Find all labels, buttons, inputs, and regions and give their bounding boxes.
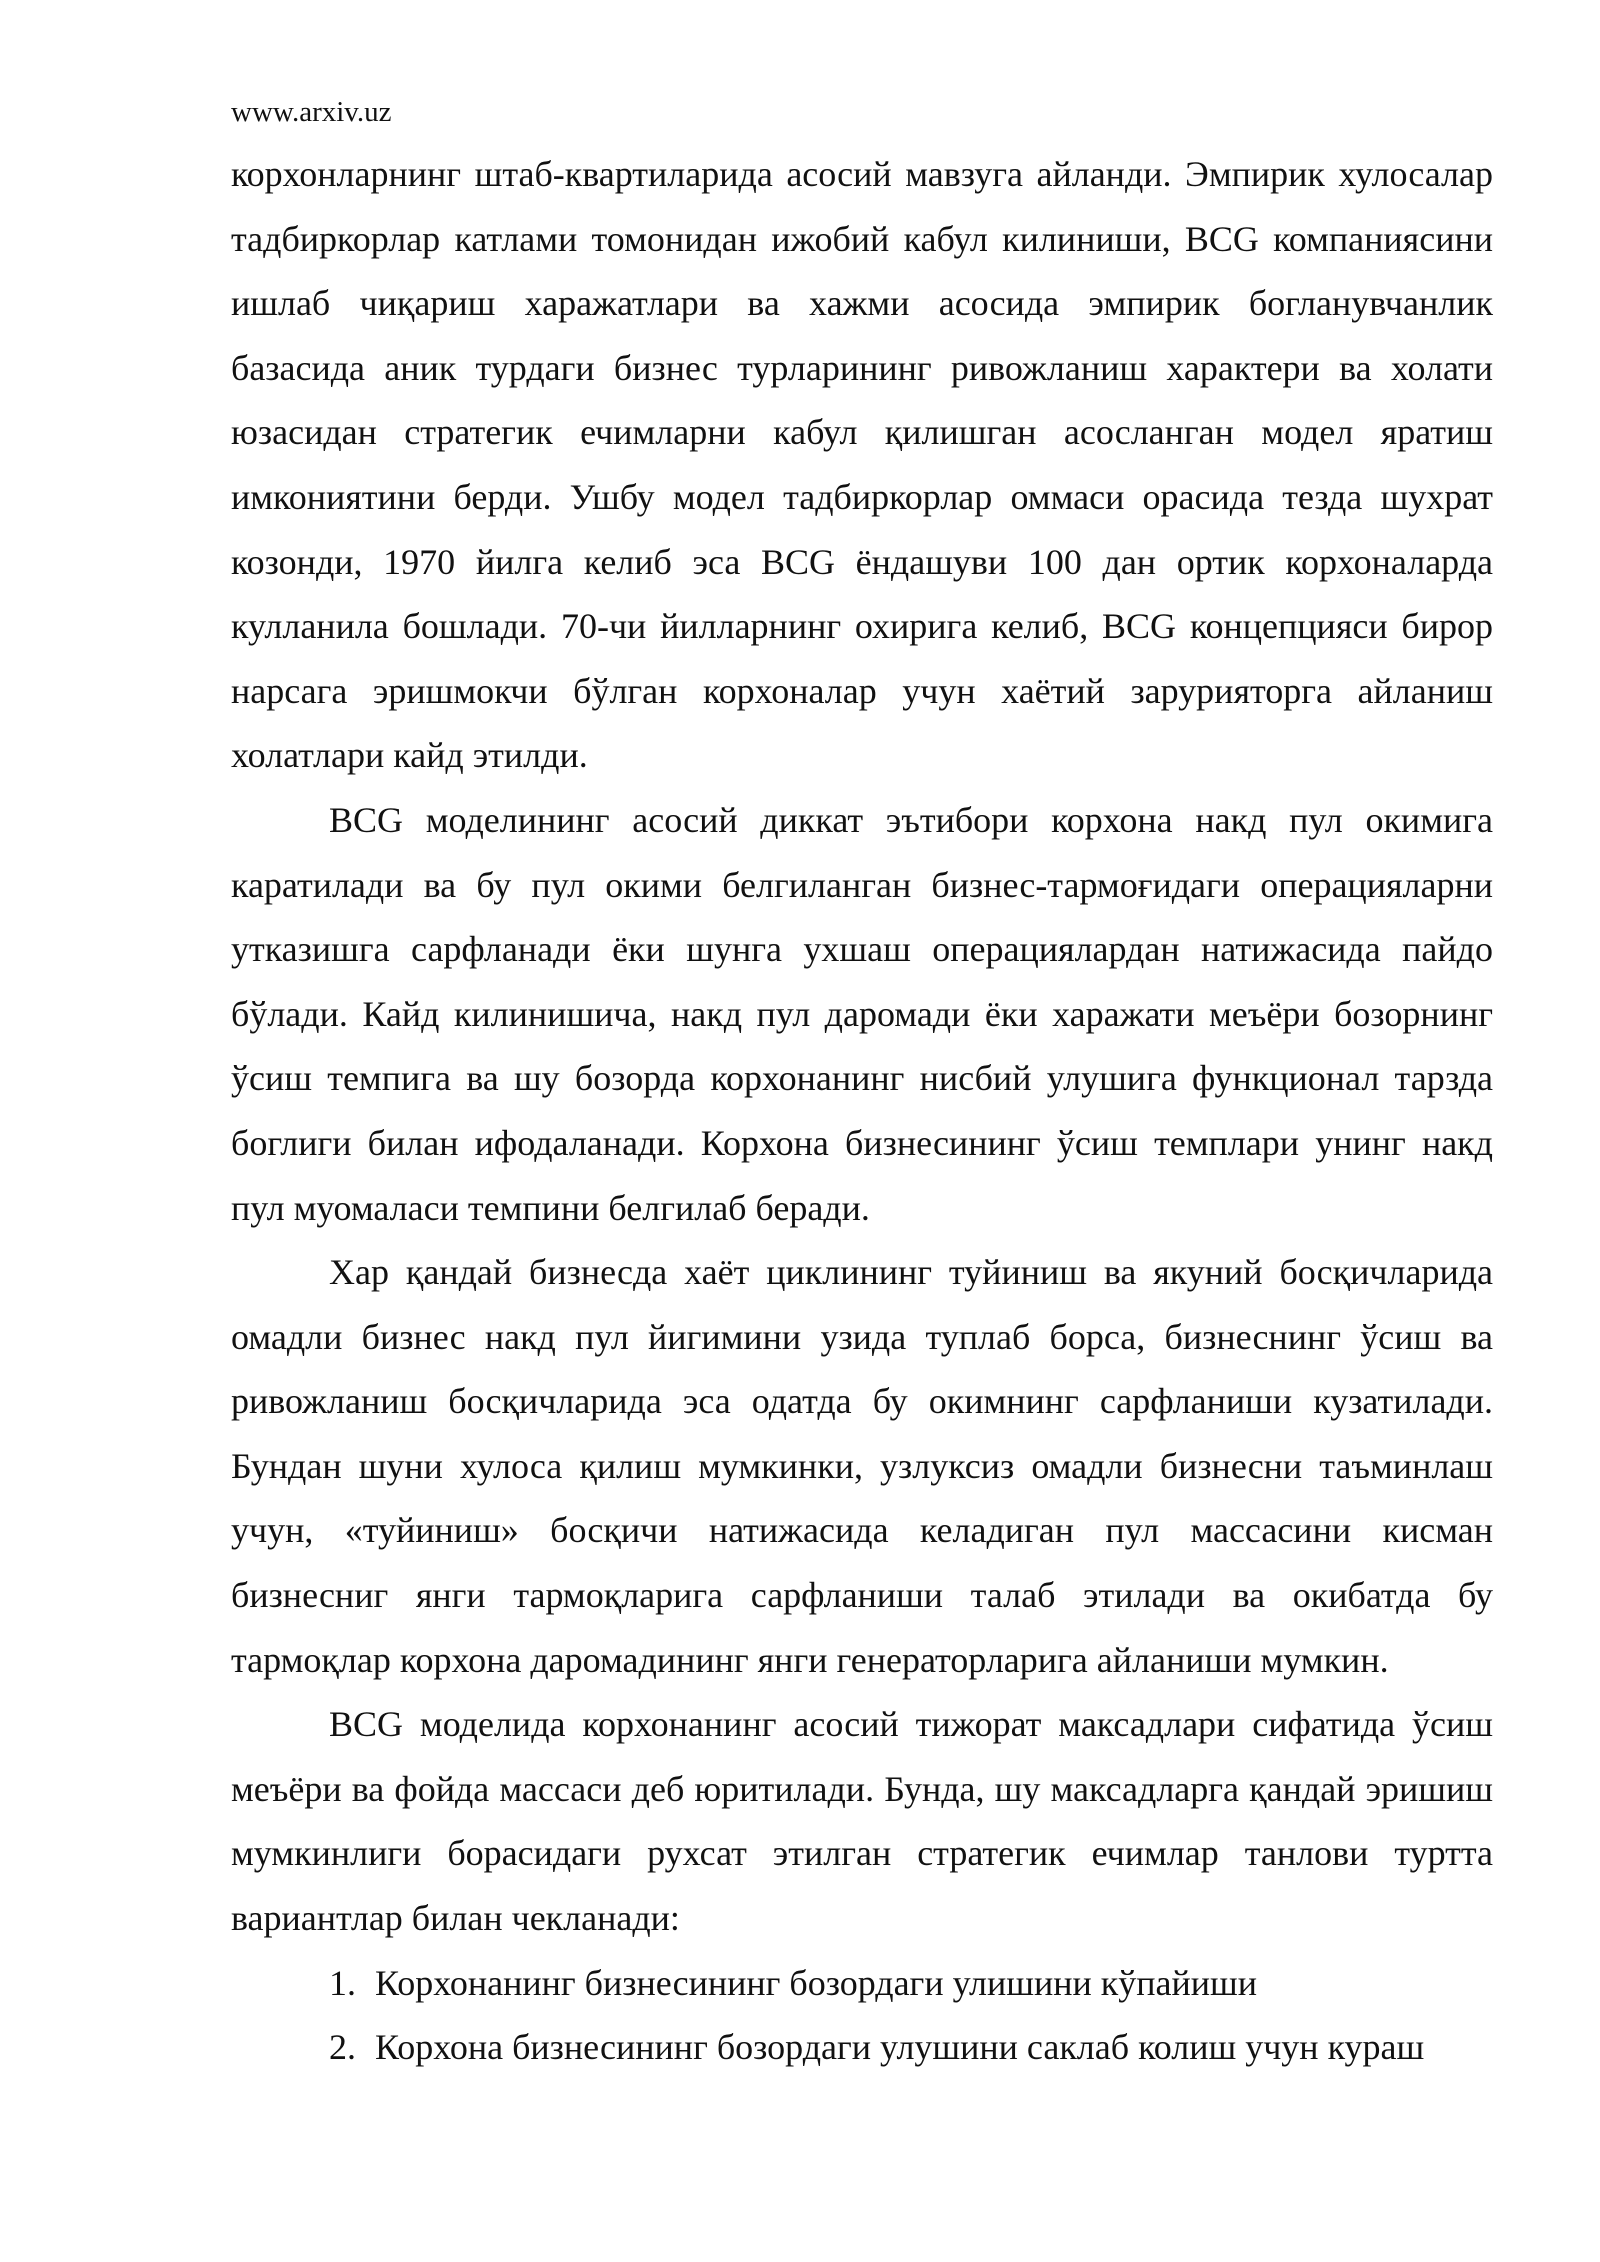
- list-item: [329, 1951, 1493, 2016]
- list-item-text: Корхона бизнесининг бозордаги улушини саклаб колиш учун кураш: [375, 2027, 1425, 2068]
- list-item-text: Корхонанинг бизнесининг бозордаги улишини кўпайиши: [375, 1962, 1257, 2003]
- numbered-list: [231, 1951, 1493, 2080]
- list-item-number: 1.: [329, 1962, 356, 2003]
- document-body: [231, 142, 1493, 2080]
- paragraph-4: BCG моделида корхонанинг асосий тижорат максадлари сифатида ўсиш меъёри ва фойда массаси деб юритилади. Бунда, шу максадларга қандай эришиш мумкинлиги борасидаги рухсат этилган стратегик ечимлар танлови туртта вариантлар билан чекланади:: [231, 1704, 1493, 1939]
- list-item: [329, 2015, 1493, 2080]
- list-item-number: 2.: [329, 2027, 356, 2068]
- header-url: www.arxiv.uz: [231, 96, 392, 128]
- paragraph-1: корхонларнинг штаб-квартиларида асосий мавзуга айланди. Эмпирик хулосалар тадбиркорлар катлами томонидан ижобий кабул килиниши, BCG компаниясини ишлаб чиқариш харажатлари ва хажми асосида эмпирик богланувчанлик базасида аник турдаги бизнес турларининг ривожланиш характери ва холати юзасидан стратегик ечимларни кабул қилишган асосланган модел яратиш имкониятини берди. Ушбу модел тадбиркорлар оммаси орасида тезда шухрат козонди, 1970 йилга келиб эса BCG ёндашуви 100 дан ортик корхоналарда кулланила бошлади. 70-чи йилларнинг охирига келиб, BCG концепцияси бирор нарсага эришмокчи бўлган корхоналар учун хаётий зарурияторга айланиш холатлари кайд этилди.: [231, 154, 1493, 776]
- paragraph-3: Хар қандай бизнесда хаёт циклининг туйиниш ва якуний босқичларида омадли бизнес накд пул йигимини узида туплаб борса, бизнеснинг ўсиш ва ривожланиш босқичларида эса одатда бу окимнинг сарфланиши кузатилади. Бундан шуни хулоса қилиш мумкинки, узлуксиз омадли бизнесни таъминлаш учун, «туйиниш» босқичи натижасида келадиган пул массасини кисман бизнесниг янги тармоқларига сарфланиши талаб этилади ва окибатда бу тармоқлар корхона даромадининг янги генераторларига айланиши мумкин.: [231, 1252, 1493, 1680]
- paragraph-2: BCG моделининг асосий диккат эътибори корхона накд пул окимига каратилади ва бу пул окими белгиланган бизнес-тармоғидаги операцияларни утказишга сарфланади ёки шунга ухшаш операциялардан натижасида пайдо бўлади. Кайд килинишича, накд пул даромади ёки харажати меъёри бозорнинг ўсиш темпига ва шу бозорда корхонанинг нисбий улушига функционал тарзда боглиги билан ифодаланади. Корхона бизнесининг ўсиш темплари унинг накд пул муомаласи темпини белгилаб беради.: [231, 799, 1493, 1228]
